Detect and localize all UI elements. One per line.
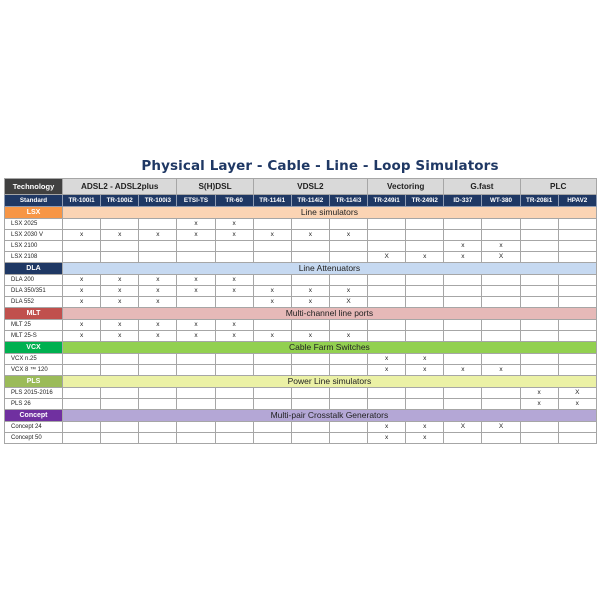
category-title: Line simulators [63, 207, 597, 219]
product-row [5, 331, 597, 342]
compatibility-mark: x [558, 399, 596, 410]
compatibility-mark: x [101, 230, 139, 241]
compatibility-mark [329, 354, 367, 365]
compatibility-mark: x [139, 286, 177, 297]
compatibility-mark [139, 252, 177, 263]
compatibility-mark [177, 241, 215, 252]
compatibility-mark [558, 354, 596, 365]
compatibility-mark [215, 365, 253, 376]
product-row [5, 433, 597, 444]
compatibility-mark [520, 219, 558, 230]
compatibility-mark [215, 388, 253, 399]
compatibility-mark [253, 354, 291, 365]
compatibility-mark [215, 433, 253, 444]
compatibility-mark: x [368, 433, 406, 444]
compatibility-mark: x [253, 331, 291, 342]
compatibility-mark [520, 354, 558, 365]
compatibility-mark [253, 433, 291, 444]
category-code: PLS [5, 376, 63, 388]
compatibility-mark [177, 252, 215, 263]
compatibility-mark [558, 433, 596, 444]
compatibility-mark: x [63, 275, 101, 286]
standard-label: Standard [5, 195, 63, 207]
compatibility-mark [444, 354, 482, 365]
compatibility-mark: x [482, 241, 520, 252]
compatibility-mark [406, 388, 444, 399]
compatibility-mark [101, 241, 139, 252]
compatibility-mark: X [368, 252, 406, 263]
compatibility-mark [406, 297, 444, 308]
compatibility-mark [520, 241, 558, 252]
compatibility-mark [406, 399, 444, 410]
product-row [5, 241, 597, 252]
standard-column-header: TR-100i1 [63, 195, 101, 207]
technology-group-5: PLC [520, 179, 596, 195]
compatibility-mark [520, 230, 558, 241]
compatibility-mark [101, 399, 139, 410]
product-name: DLA 552 [5, 297, 63, 308]
compatibility-mark [329, 433, 367, 444]
compatibility-mark [177, 365, 215, 376]
compatibility-mark [406, 241, 444, 252]
compatibility-mark: x [101, 275, 139, 286]
compatibility-mark: x [63, 286, 101, 297]
compatibility-mark [177, 388, 215, 399]
compatibility-mark [368, 230, 406, 241]
compatibility-mark [329, 399, 367, 410]
standard-column-header: TR-100i3 [139, 195, 177, 207]
compatibility-mark [139, 422, 177, 433]
compatibility-mark [558, 230, 596, 241]
compatibility-mark [482, 230, 520, 241]
compatibility-mark [139, 365, 177, 376]
compatibility-mark: x [253, 286, 291, 297]
compatibility-mark [63, 241, 101, 252]
compatibility-mark: x [139, 331, 177, 342]
product-name: VCX 8 ™ 120 [5, 365, 63, 376]
category-code: VCX [5, 342, 63, 354]
product-name: LSX 2030 V [5, 230, 63, 241]
compatibility-mark [406, 331, 444, 342]
compatibility-mark [482, 320, 520, 331]
category-row [5, 410, 597, 422]
standard-column-header: TR-249i2 [406, 195, 444, 207]
compatibility-mark [329, 365, 367, 376]
compatibility-mark: x [63, 320, 101, 331]
compatibility-mark [329, 275, 367, 286]
compatibility-mark: x [63, 331, 101, 342]
compatibility-mark [253, 219, 291, 230]
compatibility-mark [482, 433, 520, 444]
compatibility-mark [63, 399, 101, 410]
compatibility-mark: x [139, 275, 177, 286]
compatibility-mark [63, 219, 101, 230]
technology-header-row [5, 179, 597, 195]
compatibility-mark [368, 219, 406, 230]
compatibility-mark: x [329, 286, 367, 297]
compatibility-mark: x [406, 422, 444, 433]
category-code: DLA [5, 263, 63, 275]
compatibility-mark: x [368, 422, 406, 433]
compatibility-mark [444, 433, 482, 444]
compatibility-mark [520, 297, 558, 308]
compatibility-mark [329, 252, 367, 263]
product-row [5, 365, 597, 376]
compatibility-mark [63, 365, 101, 376]
category-title: Line Attenuators [63, 263, 597, 275]
compatibility-mark [253, 241, 291, 252]
compatibility-mark [215, 241, 253, 252]
compatibility-mark: x [177, 219, 215, 230]
compatibility-mark: x [291, 286, 329, 297]
compatibility-mark [482, 286, 520, 297]
compatibility-mark [101, 388, 139, 399]
compatibility-mark [406, 320, 444, 331]
compatibility-mark [558, 422, 596, 433]
compatibility-mark [215, 252, 253, 263]
compatibility-mark [558, 275, 596, 286]
technology-group-3: Vectoring [368, 179, 444, 195]
compatibility-mark: x [177, 331, 215, 342]
compatibility-mark [444, 320, 482, 331]
compatibility-mark [368, 388, 406, 399]
compatibility-mark [482, 297, 520, 308]
compatibility-mark [406, 219, 444, 230]
product-row [5, 286, 597, 297]
compatibility-mark: x [139, 297, 177, 308]
compatibility-mark: X [444, 422, 482, 433]
compatibility-mark [520, 252, 558, 263]
compatibility-mark: x [139, 230, 177, 241]
category-title: Multi-channel line ports [63, 308, 597, 320]
compatibility-table [4, 178, 597, 444]
compatibility-mark [520, 433, 558, 444]
compatibility-mark [101, 433, 139, 444]
compatibility-mark: x [63, 297, 101, 308]
compatibility-mark [177, 297, 215, 308]
technology-group-4: G.fast [444, 179, 520, 195]
standard-column-header: WT-380 [482, 195, 520, 207]
compatibility-mark [329, 320, 367, 331]
compatibility-mark: x [520, 399, 558, 410]
compatibility-mark: x [177, 230, 215, 241]
compatibility-mark: x [101, 320, 139, 331]
compatibility-mark [215, 354, 253, 365]
compatibility-mark [101, 252, 139, 263]
compatibility-mark [177, 433, 215, 444]
compatibility-mark [101, 219, 139, 230]
standard-column-header: TR-60 [215, 195, 253, 207]
compatibility-mark: x [368, 354, 406, 365]
compatibility-mark [520, 286, 558, 297]
product-row [5, 219, 597, 230]
compatibility-mark: x [329, 331, 367, 342]
compatibility-mark [139, 241, 177, 252]
product-name: MLT 25-S [5, 331, 63, 342]
product-name: DLA 200 [5, 275, 63, 286]
page-title: Physical Layer - Cable - Line - Loop Simulators [141, 158, 499, 174]
compatibility-mark [215, 297, 253, 308]
compatibility-mark [215, 399, 253, 410]
product-row [5, 230, 597, 241]
compatibility-mark [291, 433, 329, 444]
compatibility-mark: x [482, 365, 520, 376]
compatibility-mark [291, 399, 329, 410]
compatibility-mark: x [291, 297, 329, 308]
standard-column-header: TR-249i1 [368, 195, 406, 207]
compatibility-mark [558, 320, 596, 331]
category-row [5, 376, 597, 388]
compatibility-mark: x [215, 320, 253, 331]
compatibility-mark [558, 252, 596, 263]
compatibility-mark [520, 331, 558, 342]
compatibility-mark [558, 365, 596, 376]
compatibility-mark [253, 320, 291, 331]
compatibility-mark [368, 331, 406, 342]
compatibility-mark [444, 331, 482, 342]
standard-column-header: HPAV2 [558, 195, 596, 207]
compatibility-mark [482, 399, 520, 410]
compatibility-mark [444, 230, 482, 241]
compatibility-mark [177, 422, 215, 433]
compatibility-mark [558, 331, 596, 342]
compatibility-mark [520, 422, 558, 433]
compatibility-mark: X [558, 388, 596, 399]
product-row [5, 297, 597, 308]
compatibility-mark [406, 275, 444, 286]
product-row [5, 320, 597, 331]
standard-column-header: TR-100i2 [101, 195, 139, 207]
compatibility-mark [444, 399, 482, 410]
category-row [5, 308, 597, 320]
compatibility-mark [63, 433, 101, 444]
compatibility-mark: x [329, 230, 367, 241]
compatibility-mark [482, 388, 520, 399]
compatibility-mark [291, 354, 329, 365]
compatibility-mark: X [482, 422, 520, 433]
compatibility-mark [101, 422, 139, 433]
compatibility-mark [253, 365, 291, 376]
compatibility-mark: X [329, 297, 367, 308]
standard-column-header: TR-114i3 [329, 195, 367, 207]
compatibility-mark: x [215, 331, 253, 342]
compatibility-mark: X [482, 252, 520, 263]
compatibility-mark: x [406, 252, 444, 263]
compatibility-mark [406, 230, 444, 241]
compatibility-mark: x [406, 365, 444, 376]
compatibility-mark: x [444, 241, 482, 252]
compatibility-mark [444, 388, 482, 399]
compatibility-mark [101, 365, 139, 376]
compatibility-mark: x [101, 286, 139, 297]
compatibility-mark: x [101, 331, 139, 342]
product-row [5, 354, 597, 365]
compatibility-mark [329, 219, 367, 230]
compatibility-mark [558, 219, 596, 230]
compatibility-mark [63, 354, 101, 365]
compatibility-mark [520, 275, 558, 286]
compatibility-mark: x [215, 275, 253, 286]
product-name: Concept 50 [5, 433, 63, 444]
compatibility-mark [482, 275, 520, 286]
category-row [5, 207, 597, 219]
category-title: Multi-pair Crosstalk Generators [63, 410, 597, 422]
standard-column-header: TR-208i1 [520, 195, 558, 207]
standard-column-header: TR-114i1 [253, 195, 291, 207]
compatibility-mark [291, 241, 329, 252]
compatibility-mark [291, 320, 329, 331]
compatibility-mark [520, 365, 558, 376]
compatibility-mark [139, 219, 177, 230]
technology-group-0: ADSL2 - ADSL2plus [63, 179, 177, 195]
compatibility-mark [253, 399, 291, 410]
product-row [5, 388, 597, 399]
compatibility-mark [139, 388, 177, 399]
compatibility-mark [444, 275, 482, 286]
compatibility-mark: x [291, 331, 329, 342]
product-name: Concept 24 [5, 422, 63, 433]
compatibility-mark [520, 320, 558, 331]
compatibility-mark: x [291, 230, 329, 241]
product-row [5, 422, 597, 433]
standard-column-header: ID-337 [444, 195, 482, 207]
category-title: Cable Farm Switches [63, 342, 597, 354]
compatibility-mark [291, 219, 329, 230]
compatibility-mark: x [215, 219, 253, 230]
compatibility-mark [368, 320, 406, 331]
compatibility-mark [291, 275, 329, 286]
compatibility-mark [558, 241, 596, 252]
compatibility-mark [253, 275, 291, 286]
compatibility-mark [368, 399, 406, 410]
product-row [5, 252, 597, 263]
compatibility-mark: x [215, 286, 253, 297]
compatibility-mark [368, 241, 406, 252]
product-name: PLS 2015-2016 [5, 388, 63, 399]
compatibility-mark: x [444, 252, 482, 263]
compatibility-mark: x [215, 230, 253, 241]
product-name: PLS 26 [5, 399, 63, 410]
compatibility-mark [558, 286, 596, 297]
compatibility-mark [291, 365, 329, 376]
compatibility-mark [253, 252, 291, 263]
compatibility-mark: x [368, 365, 406, 376]
compatibility-mark [482, 331, 520, 342]
compatibility-mark [329, 388, 367, 399]
category-row [5, 263, 597, 275]
compatibility-mark: x [253, 297, 291, 308]
category-code: LSX [5, 207, 63, 219]
compatibility-mark [329, 241, 367, 252]
compatibility-mark [253, 422, 291, 433]
compatibility-mark [291, 422, 329, 433]
compatibility-mark: x [177, 275, 215, 286]
compatibility-mark [139, 433, 177, 444]
technology-label: Technology [5, 179, 63, 195]
compatibility-table-body [5, 179, 597, 444]
compatibility-mark: x [63, 230, 101, 241]
category-code: MLT [5, 308, 63, 320]
compatibility-mark: x [520, 388, 558, 399]
compatibility-mark [444, 297, 482, 308]
compatibility-mark [368, 286, 406, 297]
compatibility-mark [291, 252, 329, 263]
compatibility-mark [291, 388, 329, 399]
compatibility-mark [139, 399, 177, 410]
compatibility-mark [215, 422, 253, 433]
compatibility-mark: x [444, 365, 482, 376]
compatibility-mark [177, 354, 215, 365]
compatibility-mark [177, 399, 215, 410]
compatibility-mark [139, 354, 177, 365]
compatibility-mark [482, 219, 520, 230]
compatibility-mark [63, 252, 101, 263]
compatibility-mark: x [177, 320, 215, 331]
standard-column-header: ETSI-TS [177, 195, 215, 207]
category-code: Concept [5, 410, 63, 422]
compatibility-mark: x [406, 433, 444, 444]
standard-column-header: TR-114i2 [291, 195, 329, 207]
compatibility-mark: x [139, 320, 177, 331]
category-title: Power Line simulators [63, 376, 597, 388]
technology-group-1: S(H)DSL [177, 179, 253, 195]
product-name: VCX n.25 [5, 354, 63, 365]
product-name: DLA 350/351 [5, 286, 63, 297]
compatibility-mark [63, 388, 101, 399]
compatibility-mark [406, 286, 444, 297]
compatibility-mark: x [406, 354, 444, 365]
compatibility-mark [444, 286, 482, 297]
category-row [5, 342, 597, 354]
compatibility-mark [253, 388, 291, 399]
product-row [5, 275, 597, 286]
compatibility-mark [329, 422, 367, 433]
compatibility-mark: x [177, 286, 215, 297]
product-row [5, 399, 597, 410]
technology-group-2: VDSL2 [253, 179, 367, 195]
compatibility-mark: x [253, 230, 291, 241]
product-name: LSX 2108 [5, 252, 63, 263]
compatibility-mark [558, 297, 596, 308]
compatibility-mark: x [101, 297, 139, 308]
compatibility-mark [444, 219, 482, 230]
compatibility-mark [368, 297, 406, 308]
compatibility-mark [63, 422, 101, 433]
product-name: LSX 2100 [5, 241, 63, 252]
compatibility-mark [368, 275, 406, 286]
compatibility-mark [101, 354, 139, 365]
product-name: LSX 2025 [5, 219, 63, 230]
product-name: MLT 25 [5, 320, 63, 331]
compatibility-mark [482, 354, 520, 365]
standard-header-row [5, 195, 597, 207]
